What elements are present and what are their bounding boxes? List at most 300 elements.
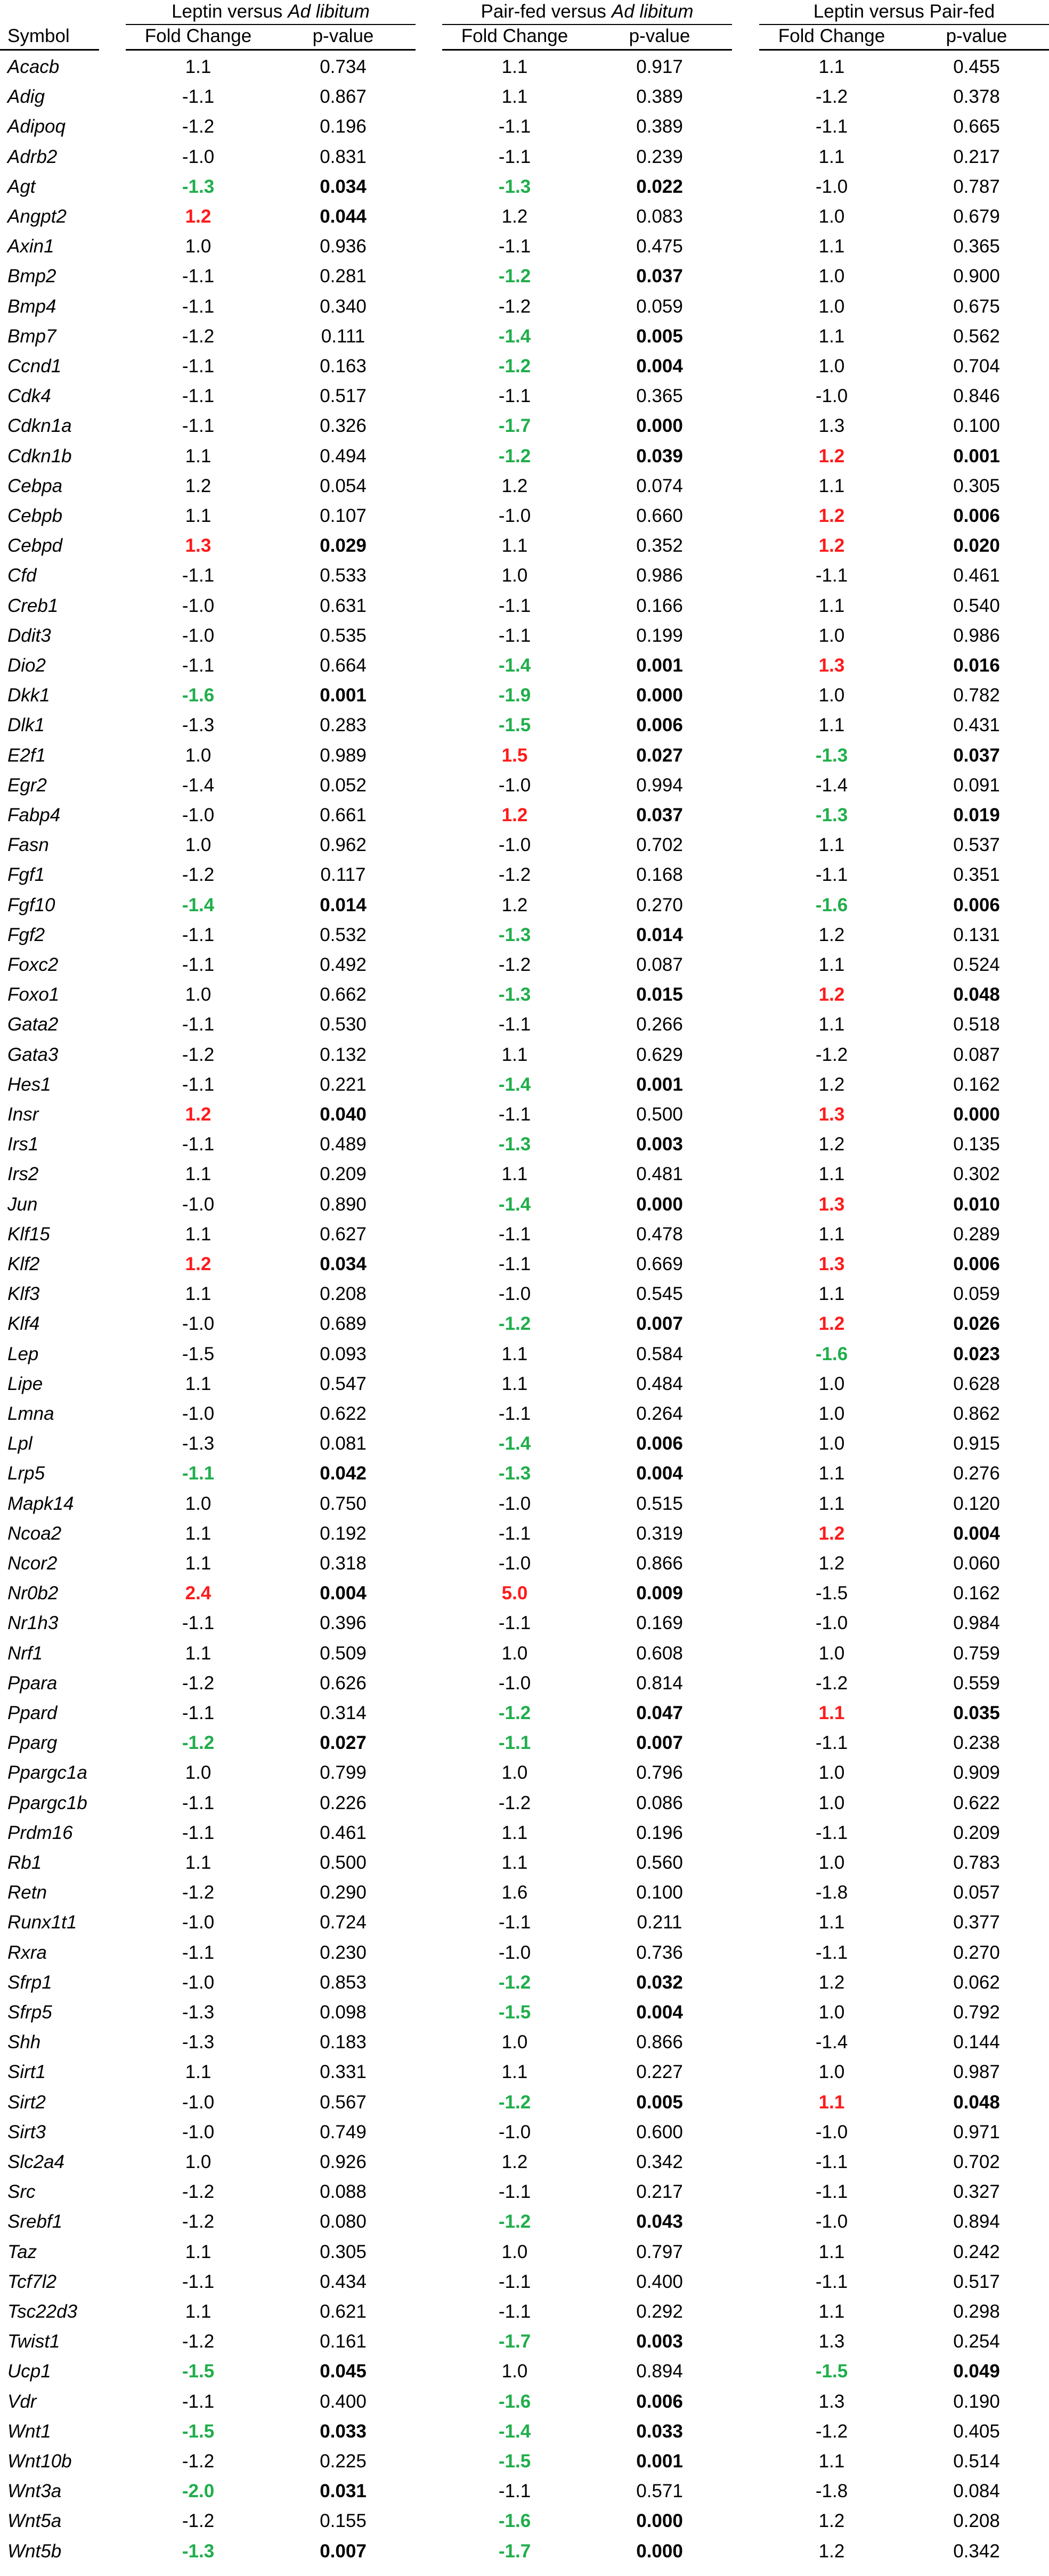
fold-change-leptin-vs-ad-libitum: 1.1 <box>185 1223 212 1245</box>
gene-symbol: Wnt5a <box>7 2510 62 2532</box>
fold-change-pairfed-vs-ad-libitum: -1.1 <box>498 595 531 616</box>
fold-change-header-1: Fold Change <box>144 26 252 46</box>
fold-change-header-2: Fold Change <box>461 26 568 46</box>
gene-symbol: Prdm16 <box>7 1822 73 1843</box>
fold-change-leptin-vs-ad-libitum: -1.1 <box>182 1613 215 1634</box>
fold-change-leptin-vs-pairfed: -1.1 <box>815 1822 848 1843</box>
gene-symbol: Fgf10 <box>7 894 55 915</box>
p-value-pairfed-vs-ad-libitum: 0.342 <box>636 2152 683 2172</box>
table-row <box>0 2088 1049 2117</box>
table-row <box>0 1190 1049 1220</box>
table-row <box>0 771 1049 800</box>
p-value-leptin-vs-ad-libitum: 0.734 <box>320 56 367 77</box>
fold-change-leptin-vs-pairfed: 1.1 <box>818 1014 845 1035</box>
gene-symbol: Tsc22d3 <box>7 2301 78 2322</box>
fold-change-leptin-vs-pairfed: -1.0 <box>815 2211 848 2232</box>
p-value-leptin-vs-ad-libitum: 0.132 <box>320 1044 367 1065</box>
gene-symbol: Sirt1 <box>7 2062 46 2083</box>
fold-change-leptin-vs-ad-libitum: -1.1 <box>182 415 215 437</box>
table-row <box>0 1938 1049 1968</box>
p-value-leptin-vs-pairfed: 0.026 <box>953 1313 1000 1335</box>
fold-change-leptin-vs-ad-libitum: -1.1 <box>182 655 215 676</box>
p-value-leptin-vs-pairfed: 0.971 <box>953 2121 1000 2142</box>
p-value-leptin-vs-pairfed: 0.302 <box>953 1164 1000 1185</box>
fold-change-leptin-vs-ad-libitum: -1.2 <box>182 2211 215 2232</box>
p-value-pairfed-vs-ad-libitum: 0.168 <box>636 864 683 886</box>
fold-change-leptin-vs-pairfed: 1.2 <box>818 1134 845 1155</box>
p-value-leptin-vs-ad-libitum: 0.045 <box>320 2361 367 2382</box>
fold-change-leptin-vs-ad-libitum: -1.1 <box>182 924 215 945</box>
fold-change-leptin-vs-pairfed: 1.0 <box>818 1792 845 1813</box>
fold-change-leptin-vs-ad-libitum: -1.1 <box>182 266 215 287</box>
p-value-leptin-vs-pairfed: 0.405 <box>953 2420 1000 2442</box>
p-value-pairfed-vs-ad-libitum: 0.266 <box>636 1014 683 1035</box>
p-value-pairfed-vs-ad-libitum: 0.006 <box>636 715 683 736</box>
p-value-leptin-vs-ad-libitum: 0.867 <box>320 86 367 108</box>
p-value-leptin-vs-pairfed: 0.514 <box>953 2451 1000 2472</box>
fold-change-leptin-vs-pairfed: -1.0 <box>815 386 848 407</box>
p-value-leptin-vs-pairfed: 0.517 <box>953 2271 1000 2292</box>
p-value-leptin-vs-ad-libitum: 0.033 <box>320 2420 367 2442</box>
p-value-leptin-vs-pairfed: 0.270 <box>953 1942 1000 1963</box>
table-row <box>0 920 1049 950</box>
p-value-leptin-vs-ad-libitum: 0.226 <box>320 1792 367 1813</box>
p-value-pairfed-vs-ad-libitum: 0.571 <box>636 2481 683 2502</box>
p-value-pairfed-vs-ad-libitum: 0.015 <box>636 984 683 1005</box>
table-row <box>0 261 1049 291</box>
fold-change-leptin-vs-pairfed: 1.0 <box>818 296 845 317</box>
gene-symbol: Ncor2 <box>7 1553 58 1574</box>
fold-change-leptin-vs-pairfed: 1.1 <box>818 1463 845 1484</box>
fold-change-leptin-vs-pairfed: 1.1 <box>818 954 845 975</box>
table-row <box>0 1998 1049 2027</box>
fold-change-pairfed-vs-ad-libitum: 1.1 <box>501 1822 528 1843</box>
fold-change-leptin-vs-pairfed: 1.1 <box>818 325 845 347</box>
fold-change-pairfed-vs-ad-libitum: 1.1 <box>501 1164 528 1185</box>
fold-change-leptin-vs-pairfed: 1.3 <box>818 2331 845 2352</box>
p-value-leptin-vs-pairfed: 0.792 <box>953 2002 1000 2023</box>
fold-change-leptin-vs-pairfed: 1.2 <box>818 1523 845 1544</box>
table-row <box>0 950 1049 980</box>
table-row <box>0 2506 1049 2536</box>
table-row <box>0 1249 1049 1279</box>
fold-change-leptin-vs-pairfed: 1.1 <box>818 236 845 257</box>
p-value-leptin-vs-ad-libitum: 0.044 <box>320 206 367 227</box>
p-value-leptin-vs-ad-libitum: 0.093 <box>320 1343 367 1364</box>
p-value-pairfed-vs-ad-libitum: 0.994 <box>636 774 683 796</box>
p-value-leptin-vs-pairfed: 0.562 <box>953 325 1000 347</box>
p-value-leptin-vs-ad-libitum: 0.749 <box>320 2121 367 2142</box>
gene-symbol: Vdr <box>7 2391 37 2412</box>
fold-change-pairfed-vs-ad-libitum: -1.7 <box>498 415 531 437</box>
gene-symbol: Ppard <box>7 1703 58 1723</box>
p-value-pairfed-vs-ad-libitum: 0.000 <box>636 2510 683 2532</box>
gene-symbol: Wnt10b <box>7 2451 72 2472</box>
fold-change-leptin-vs-pairfed: 1.1 <box>818 1703 845 1723</box>
p-value-leptin-vs-pairfed: 0.702 <box>953 2152 1000 2172</box>
fold-change-pairfed-vs-ad-libitum: -1.2 <box>498 266 531 287</box>
fold-change-pairfed-vs-ad-libitum: 1.0 <box>501 1642 528 1664</box>
fold-change-pairfed-vs-ad-libitum: -1.4 <box>498 2420 531 2442</box>
fold-change-leptin-vs-ad-libitum: 1.1 <box>185 445 212 467</box>
fold-change-pairfed-vs-ad-libitum: -1.1 <box>498 1912 531 1933</box>
gene-symbol: Bmp4 <box>7 296 56 317</box>
p-value-leptin-vs-pairfed: 0.665 <box>953 116 1000 137</box>
gene-symbol: Irs1 <box>7 1134 39 1155</box>
fold-change-pairfed-vs-ad-libitum: 1.0 <box>501 2361 528 2382</box>
p-value-leptin-vs-ad-libitum: 0.750 <box>320 1493 367 1514</box>
gene-symbol: Ddit3 <box>7 625 51 646</box>
p-value-leptin-vs-ad-libitum: 0.034 <box>320 1254 367 1274</box>
fold-change-leptin-vs-ad-libitum: 1.1 <box>185 1283 212 1305</box>
gene-symbol: Angpt2 <box>7 206 67 227</box>
p-value-leptin-vs-pairfed: 0.377 <box>953 1912 1000 1933</box>
fold-change-leptin-vs-ad-libitum: 1.1 <box>185 1523 212 1544</box>
p-value-header-1: p-value <box>312 26 374 46</box>
p-value-leptin-vs-ad-libitum: 0.004 <box>320 1583 367 1604</box>
table-row <box>0 1848 1049 1878</box>
fold-change-leptin-vs-ad-libitum: 1.2 <box>185 206 212 227</box>
p-value-leptin-vs-pairfed: 0.518 <box>953 1014 1000 1035</box>
p-value-leptin-vs-pairfed: 0.327 <box>953 2181 1000 2203</box>
gene-symbol: Gata2 <box>7 1014 59 1035</box>
gene-symbol: Wnt1 <box>7 2420 51 2442</box>
fold-change-leptin-vs-pairfed: 1.2 <box>818 984 845 1005</box>
fold-change-pairfed-vs-ad-libitum: 1.2 <box>501 475 528 496</box>
p-value-leptin-vs-ad-libitum: 0.661 <box>320 805 367 825</box>
fold-change-leptin-vs-pairfed: 1.1 <box>818 2091 845 2113</box>
gene-symbol: Adipoq <box>7 116 66 137</box>
fold-change-leptin-vs-ad-libitum: -1.2 <box>182 1732 215 1754</box>
table-row <box>0 172 1049 202</box>
fold-change-leptin-vs-ad-libitum: 1.1 <box>185 56 212 77</box>
fold-change-leptin-vs-pairfed: 1.2 <box>818 2540 845 2562</box>
p-value-leptin-vs-pairfed: 0.091 <box>953 774 1000 796</box>
fold-change-leptin-vs-ad-libitum: -1.2 <box>182 2451 215 2472</box>
p-value-pairfed-vs-ad-libitum: 0.022 <box>636 176 683 197</box>
gene-symbol: Axin1 <box>7 236 54 257</box>
p-value-leptin-vs-ad-libitum: 0.111 <box>321 325 365 347</box>
p-value-leptin-vs-ad-libitum: 0.098 <box>320 2002 367 2023</box>
table-row <box>0 1220 1049 1249</box>
p-value-leptin-vs-ad-libitum: 0.500 <box>320 1852 367 1873</box>
symbol-header: Symbol <box>7 26 70 46</box>
fold-change-pairfed-vs-ad-libitum: 1.0 <box>501 2032 528 2053</box>
fold-change-pairfed-vs-ad-libitum: -1.0 <box>498 505 531 526</box>
p-value-leptin-vs-pairfed: 0.298 <box>953 2301 1000 2322</box>
table-row <box>0 2447 1049 2476</box>
fold-change-leptin-vs-ad-libitum: 1.1 <box>185 1373 212 1394</box>
p-value-leptin-vs-pairfed: 0.037 <box>953 745 1000 766</box>
fold-change-leptin-vs-pairfed: 1.2 <box>818 505 845 526</box>
gene-symbol: Foxc2 <box>7 954 59 975</box>
p-value-leptin-vs-ad-libitum: 0.305 <box>320 2241 367 2262</box>
fold-change-pairfed-vs-ad-libitum: 1.1 <box>501 2062 528 2083</box>
p-value-leptin-vs-pairfed: 0.010 <box>953 1193 1000 1215</box>
fold-change-pairfed-vs-ad-libitum: -1.2 <box>498 2211 531 2232</box>
p-value-pairfed-vs-ad-libitum: 0.292 <box>636 2301 683 2322</box>
fold-change-pairfed-vs-ad-libitum: -1.2 <box>498 954 531 975</box>
fold-change-leptin-vs-ad-libitum: 1.1 <box>185 2301 212 2322</box>
fold-change-leptin-vs-ad-libitum: 1.0 <box>185 1762 212 1784</box>
fold-change-leptin-vs-pairfed: 1.0 <box>818 266 845 287</box>
p-value-pairfed-vs-ad-libitum: 0.083 <box>636 206 683 227</box>
p-value-leptin-vs-pairfed: 0.846 <box>953 386 1000 407</box>
fold-change-leptin-vs-ad-libitum: -2.0 <box>182 2481 215 2502</box>
fold-change-pairfed-vs-ad-libitum: -1.2 <box>498 445 531 467</box>
fold-change-leptin-vs-pairfed: 1.2 <box>818 445 845 467</box>
fold-change-leptin-vs-ad-libitum: -1.1 <box>182 2271 215 2292</box>
gene-symbol: Fabp4 <box>7 805 61 825</box>
fold-change-pairfed-vs-ad-libitum: -1.0 <box>498 835 531 856</box>
gene-symbol: Cdkn1a <box>7 415 72 437</box>
p-value-pairfed-vs-ad-libitum: 0.000 <box>636 685 683 706</box>
p-value-leptin-vs-ad-libitum: 0.027 <box>320 1732 367 1754</box>
p-value-leptin-vs-ad-libitum: 0.533 <box>320 565 367 586</box>
gene-symbol: Ccnd1 <box>7 356 62 377</box>
p-value-pairfed-vs-ad-libitum: 0.797 <box>636 2241 683 2262</box>
fold-change-leptin-vs-ad-libitum: 1.1 <box>185 1642 212 1664</box>
p-value-pairfed-vs-ad-libitum: 0.004 <box>636 2002 683 2023</box>
p-value-leptin-vs-pairfed: 0.162 <box>953 1074 1000 1095</box>
fold-change-leptin-vs-ad-libitum: -1.0 <box>182 805 215 825</box>
p-value-pairfed-vs-ad-libitum: 0.478 <box>636 1223 683 1245</box>
fold-change-pairfed-vs-ad-libitum: -1.6 <box>498 2510 531 2532</box>
fold-change-leptin-vs-ad-libitum: -1.2 <box>182 1882 215 1903</box>
p-value-leptin-vs-ad-libitum: 0.530 <box>320 1014 367 1035</box>
p-value-leptin-vs-pairfed: 0.342 <box>953 2540 1000 2562</box>
p-value-leptin-vs-pairfed: 0.559 <box>953 1672 1000 1694</box>
fold-change-leptin-vs-pairfed: 1.1 <box>818 1912 845 1933</box>
fold-change-pairfed-vs-ad-libitum: 1.0 <box>501 1762 528 1784</box>
p-value-leptin-vs-ad-libitum: 0.400 <box>320 2391 367 2412</box>
fold-change-pairfed-vs-ad-libitum: -1.1 <box>498 386 531 407</box>
p-value-pairfed-vs-ad-libitum: 0.047 <box>636 1703 683 1723</box>
table-row <box>0 1758 1049 1788</box>
gene-symbol: Dio2 <box>7 655 46 676</box>
p-value-pairfed-vs-ad-libitum: 0.039 <box>636 445 683 467</box>
p-value-pairfed-vs-ad-libitum: 0.484 <box>636 1373 683 1394</box>
p-value-leptin-vs-ad-libitum: 0.494 <box>320 445 367 467</box>
fold-change-leptin-vs-ad-libitum: 1.0 <box>185 1493 212 1514</box>
fold-change-pairfed-vs-ad-libitum: -1.1 <box>498 2481 531 2502</box>
p-value-leptin-vs-ad-libitum: 0.989 <box>320 745 367 766</box>
p-value-pairfed-vs-ad-libitum: 0.004 <box>636 356 683 377</box>
table-row <box>0 2267 1049 2297</box>
p-value-leptin-vs-pairfed: 0.100 <box>953 415 1000 437</box>
group-header-row <box>0 0 1049 23</box>
p-value-leptin-vs-pairfed: 0.537 <box>953 835 1000 856</box>
p-value-pairfed-vs-ad-libitum: 0.866 <box>636 1553 683 1574</box>
p-value-leptin-vs-pairfed: 0.909 <box>953 1762 1000 1784</box>
p-value-leptin-vs-pairfed: 0.254 <box>953 2331 1000 2352</box>
table-row <box>0 1608 1049 1638</box>
p-value-leptin-vs-pairfed: 0.351 <box>953 864 1000 886</box>
p-value-leptin-vs-pairfed: 0.431 <box>953 715 1000 736</box>
p-value-pairfed-vs-ad-libitum: 0.005 <box>636 2091 683 2113</box>
fold-change-leptin-vs-ad-libitum: -1.1 <box>182 954 215 975</box>
table-row <box>0 2327 1049 2357</box>
p-value-leptin-vs-ad-libitum: 0.535 <box>320 625 367 646</box>
gene-symbol: Cebpd <box>7 535 63 557</box>
p-value-leptin-vs-ad-libitum: 0.230 <box>320 1942 367 1963</box>
p-value-leptin-vs-pairfed: 0.217 <box>953 146 1000 167</box>
p-value-pairfed-vs-ad-libitum: 0.264 <box>636 1403 683 1424</box>
fold-change-leptin-vs-ad-libitum: 1.2 <box>185 1254 212 1274</box>
table-row <box>0 860 1049 890</box>
p-value-pairfed-vs-ad-libitum: 0.545 <box>636 1283 683 1305</box>
p-value-leptin-vs-ad-libitum: 0.517 <box>320 386 367 407</box>
p-value-leptin-vs-ad-libitum: 0.196 <box>320 116 367 137</box>
table-row <box>0 800 1049 830</box>
fold-change-pairfed-vs-ad-libitum: 1.1 <box>501 56 528 77</box>
gene-symbol: Rb1 <box>7 1852 42 1873</box>
p-value-leptin-vs-ad-libitum: 0.208 <box>320 1283 367 1305</box>
p-value-leptin-vs-pairfed: 0.049 <box>953 2361 1000 2382</box>
gene-symbol: Sirt2 <box>7 2091 46 2113</box>
fold-change-leptin-vs-pairfed: 1.3 <box>818 415 845 437</box>
p-value-pairfed-vs-ad-libitum: 0.169 <box>636 1613 683 1634</box>
p-value-leptin-vs-pairfed: 0.059 <box>953 1283 1000 1305</box>
p-value-leptin-vs-ad-libitum: 0.225 <box>320 2451 367 2472</box>
p-value-leptin-vs-ad-libitum: 0.161 <box>320 2331 367 2352</box>
p-value-leptin-vs-ad-libitum: 0.567 <box>320 2091 367 2113</box>
fold-change-leptin-vs-pairfed: -1.4 <box>815 2032 848 2053</box>
fold-change-leptin-vs-pairfed: -1.8 <box>815 1882 848 1903</box>
table-row <box>0 710 1049 740</box>
p-value-pairfed-vs-ad-libitum: 0.000 <box>636 1193 683 1215</box>
p-value-pairfed-vs-ad-libitum: 0.199 <box>636 625 683 646</box>
fold-change-leptin-vs-ad-libitum: -1.2 <box>182 2181 215 2203</box>
fold-change-leptin-vs-pairfed: 1.0 <box>818 1642 845 1664</box>
fold-change-pairfed-vs-ad-libitum: -1.2 <box>498 1313 531 1335</box>
gene-symbol: Slc2a4 <box>7 2152 65 2172</box>
p-value-leptin-vs-pairfed: 0.208 <box>953 2510 1000 2532</box>
fold-change-leptin-vs-pairfed: 1.1 <box>818 2301 845 2322</box>
table-row <box>0 232 1049 261</box>
fold-change-leptin-vs-pairfed: -1.1 <box>815 116 848 137</box>
fold-change-leptin-vs-ad-libitum: -1.2 <box>182 2510 215 2532</box>
fold-change-leptin-vs-pairfed: 1.1 <box>818 2241 845 2262</box>
gene-symbol: Klf15 <box>7 1223 50 1245</box>
fold-change-leptin-vs-pairfed: -1.1 <box>815 1732 848 1754</box>
fold-change-pairfed-vs-ad-libitum: -1.0 <box>498 1283 531 1305</box>
p-value-leptin-vs-pairfed: 0.019 <box>953 805 1000 825</box>
gene-symbol: Wnt5b <box>7 2540 62 2562</box>
table-row <box>0 830 1049 860</box>
p-value-pairfed-vs-ad-libitum: 0.270 <box>636 894 683 915</box>
fold-change-leptin-vs-ad-libitum: -1.1 <box>182 1792 215 1813</box>
fold-change-leptin-vs-pairfed: 1.0 <box>818 356 845 377</box>
p-value-leptin-vs-pairfed: 0.000 <box>953 1104 1000 1125</box>
gene-symbol: Retn <box>7 1882 47 1903</box>
p-value-header-2: p-value <box>629 26 690 46</box>
fold-change-leptin-vs-pairfed: 1.3 <box>818 1193 845 1215</box>
fold-change-leptin-vs-ad-libitum: -1.0 <box>182 625 215 646</box>
fold-change-leptin-vs-ad-libitum: -1.4 <box>182 774 215 796</box>
fold-change-leptin-vs-ad-libitum: -1.0 <box>182 2091 215 2113</box>
table-row <box>0 1489 1049 1519</box>
gene-symbol: Nrf1 <box>7 1642 43 1664</box>
p-value-leptin-vs-pairfed: 0.135 <box>953 1134 1000 1155</box>
p-value-leptin-vs-ad-libitum: 0.155 <box>320 2510 367 2532</box>
table-row <box>0 980 1049 1010</box>
p-value-pairfed-vs-ad-libitum: 0.001 <box>636 2451 683 2472</box>
p-value-leptin-vs-pairfed: 0.048 <box>953 2091 1000 2113</box>
p-value-leptin-vs-ad-libitum: 0.081 <box>320 1433 367 1454</box>
table-row <box>0 411 1049 441</box>
p-value-pairfed-vs-ad-libitum: 0.669 <box>636 1254 683 1274</box>
fold-change-leptin-vs-pairfed: -1.1 <box>815 1942 848 1963</box>
fold-change-leptin-vs-pairfed: 1.3 <box>818 655 845 676</box>
fold-change-leptin-vs-ad-libitum: -1.3 <box>182 176 215 197</box>
fold-change-leptin-vs-pairfed: 1.1 <box>818 715 845 736</box>
fold-change-pairfed-vs-ad-libitum: 1.1 <box>501 1343 528 1364</box>
table-row <box>0 621 1049 651</box>
p-value-pairfed-vs-ad-libitum: 0.608 <box>636 1642 683 1664</box>
gene-symbol: Nr0b2 <box>7 1583 59 1604</box>
p-value-pairfed-vs-ad-libitum: 0.033 <box>636 2420 683 2442</box>
fold-change-pairfed-vs-ad-libitum: 1.2 <box>501 206 528 227</box>
p-value-leptin-vs-pairfed: 0.622 <box>953 1792 1000 1813</box>
table-row <box>0 1369 1049 1399</box>
table-row <box>0 2027 1049 2057</box>
p-value-leptin-vs-ad-libitum: 0.492 <box>320 954 367 975</box>
fold-change-pairfed-vs-ad-libitum: -1.5 <box>498 2002 531 2023</box>
fold-change-pairfed-vs-ad-libitum: -1.1 <box>498 1523 531 1544</box>
fold-change-leptin-vs-ad-libitum: 1.0 <box>185 984 212 1005</box>
fold-change-pairfed-vs-ad-libitum: -1.2 <box>498 864 531 886</box>
fold-change-leptin-vs-pairfed: 1.1 <box>818 1223 845 1245</box>
p-value-leptin-vs-pairfed: 0.759 <box>953 1642 1000 1664</box>
fold-change-leptin-vs-ad-libitum: -1.2 <box>182 325 215 347</box>
fold-change-pairfed-vs-ad-libitum: -1.1 <box>498 2301 531 2322</box>
fold-change-pairfed-vs-ad-libitum: 1.2 <box>501 894 528 915</box>
header-rule-1 <box>126 49 416 51</box>
p-value-pairfed-vs-ad-libitum: 0.100 <box>636 1882 683 1903</box>
fold-change-leptin-vs-pairfed: 1.1 <box>818 1164 845 1185</box>
table-row <box>0 1309 1049 1339</box>
fold-change-leptin-vs-pairfed: 1.1 <box>818 475 845 496</box>
fold-change-pairfed-vs-ad-libitum: -1.1 <box>498 1613 531 1634</box>
p-value-pairfed-vs-ad-libitum: 0.001 <box>636 655 683 676</box>
table-row <box>0 381 1049 411</box>
p-value-leptin-vs-ad-libitum: 0.088 <box>320 2181 367 2203</box>
p-value-pairfed-vs-ad-libitum: 0.004 <box>636 1463 683 1484</box>
p-value-leptin-vs-pairfed: 0.209 <box>953 1822 1000 1843</box>
p-value-pairfed-vs-ad-libitum: 0.365 <box>636 386 683 407</box>
p-value-leptin-vs-pairfed: 0.862 <box>953 1403 1000 1424</box>
p-value-leptin-vs-ad-libitum: 0.689 <box>320 1313 367 1335</box>
p-value-leptin-vs-ad-libitum: 0.936 <box>320 236 367 257</box>
fold-change-leptin-vs-pairfed: 1.3 <box>818 1104 845 1125</box>
p-value-leptin-vs-ad-libitum: 0.040 <box>320 1104 367 1125</box>
header-rule-3 <box>759 49 1049 51</box>
fold-change-pairfed-vs-ad-libitum: -1.1 <box>498 625 531 646</box>
fold-change-leptin-vs-pairfed: -1.2 <box>815 86 848 108</box>
p-value-pairfed-vs-ad-libitum: 0.475 <box>636 236 683 257</box>
fold-change-pairfed-vs-ad-libitum: -1.7 <box>498 2331 531 2352</box>
fold-change-pairfed-vs-ad-libitum: 5.0 <box>501 1583 528 1604</box>
p-value-pairfed-vs-ad-libitum: 0.986 <box>636 565 683 586</box>
p-value-leptin-vs-ad-libitum: 0.340 <box>320 296 367 317</box>
p-value-leptin-vs-ad-libitum: 0.724 <box>320 1912 367 1933</box>
gene-symbol: Shh <box>7 2032 41 2053</box>
gene-symbol: Fgf1 <box>7 864 45 886</box>
fold-change-pairfed-vs-ad-libitum: -1.1 <box>498 116 531 137</box>
fold-change-leptin-vs-ad-libitum: -1.1 <box>182 1134 215 1155</box>
p-value-pairfed-vs-ad-libitum: 0.239 <box>636 146 683 167</box>
